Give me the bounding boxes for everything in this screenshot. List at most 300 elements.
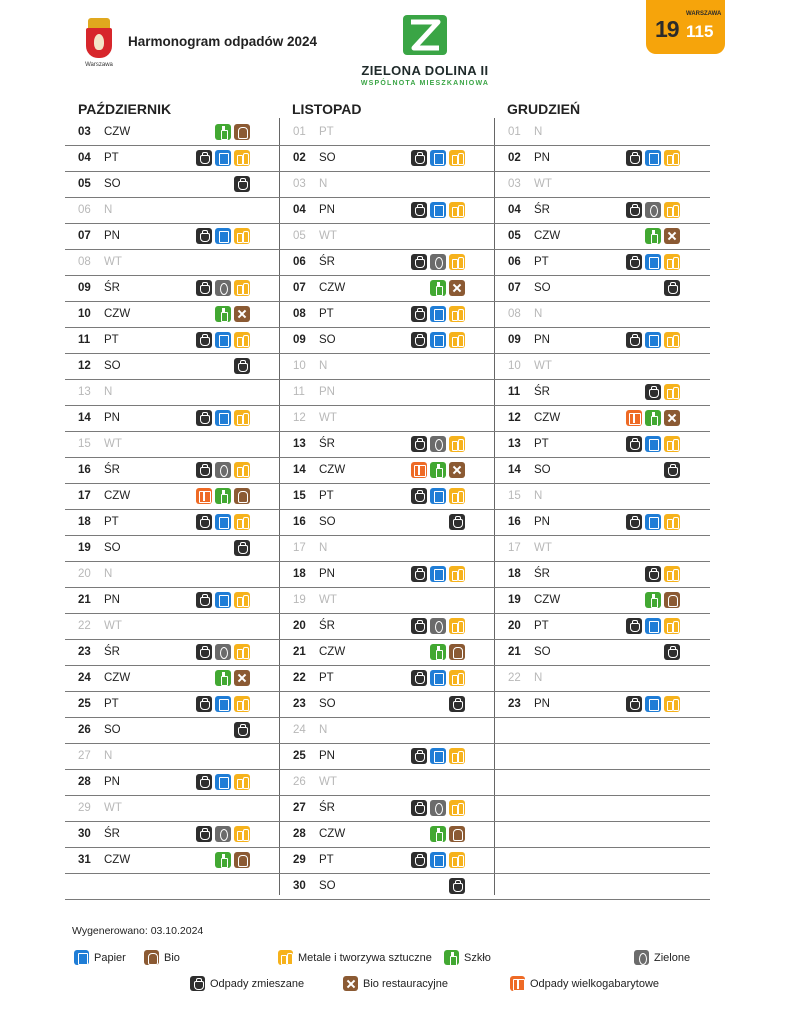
mixed-waste-icon — [626, 254, 642, 270]
weekday: ŚR — [104, 282, 120, 294]
table-row — [280, 172, 495, 198]
mixed-waste-icon — [196, 332, 212, 348]
table-row — [280, 458, 495, 484]
day-number: 07 — [508, 282, 521, 294]
mixed-waste-icon — [234, 722, 250, 738]
weekday: ŚR — [104, 464, 120, 476]
weekday: WT — [104, 256, 122, 268]
legend-label: Odpady wielkogabarytowe — [530, 977, 660, 990]
metal-plastic-icon — [449, 800, 465, 816]
glass-icon — [430, 280, 446, 296]
mixed-waste-icon — [234, 176, 250, 192]
weekday: CZW — [104, 308, 131, 320]
weekday: ŚR — [319, 620, 335, 632]
weekday: PN — [534, 516, 550, 528]
green-waste-icon — [215, 462, 231, 478]
metal-plastic-icon — [234, 280, 250, 296]
table-row — [495, 536, 710, 562]
paper-icon — [645, 514, 661, 530]
metal-plastic-icon — [278, 950, 293, 965]
weekday: SO — [319, 698, 336, 710]
green-waste-icon — [430, 618, 446, 634]
legend-item — [74, 950, 126, 965]
day-number: 15 — [508, 490, 521, 502]
metal-plastic-icon — [664, 436, 680, 452]
waste-icons — [196, 462, 250, 479]
day-number: 06 — [293, 256, 306, 268]
mixed-waste-icon — [449, 514, 465, 530]
waste-icons — [411, 254, 465, 271]
bio-restaurant-icon — [449, 280, 465, 296]
generated-date — [72, 925, 203, 937]
mixed-waste-icon — [411, 150, 427, 166]
waste-icons — [411, 488, 465, 505]
weekday: CZW — [534, 594, 561, 606]
mixed-waste-icon — [190, 976, 205, 991]
generated-label: Wygenerowano: 03.10.2024 — [72, 925, 204, 937]
paper-icon — [645, 618, 661, 634]
day-number: 20 — [508, 620, 521, 632]
waste-icons — [215, 670, 250, 687]
day-number: 05 — [78, 178, 91, 190]
weekday: PN — [319, 386, 335, 398]
table-row — [280, 848, 495, 874]
glass-icon — [215, 306, 231, 322]
table-row — [280, 276, 495, 302]
table-row — [280, 120, 495, 146]
day-number: 12 — [508, 412, 521, 424]
day-number: 14 — [78, 412, 91, 424]
table-row — [495, 380, 710, 406]
day-number: 27 — [78, 750, 91, 762]
table-row — [65, 432, 280, 458]
mixed-waste-icon — [626, 618, 642, 634]
table-row — [495, 692, 710, 718]
mixed-waste-icon — [196, 280, 212, 296]
green-waste-icon — [634, 950, 649, 965]
mixed-waste-icon — [196, 228, 212, 244]
mixed-waste-icon — [411, 436, 427, 452]
day-number: 23 — [78, 646, 91, 658]
metal-plastic-icon — [234, 228, 250, 244]
green-waste-icon — [430, 254, 446, 270]
waste-icons — [664, 462, 680, 479]
paper-icon — [430, 748, 446, 764]
day-number: 21 — [293, 646, 306, 658]
weekday: N — [534, 126, 543, 138]
bio-restaurant-icon — [234, 306, 250, 322]
weekday: WT — [534, 178, 552, 190]
table-row — [280, 302, 495, 328]
mixed-waste-icon — [664, 280, 680, 296]
bio-icon — [449, 644, 465, 660]
table-row — [280, 666, 495, 692]
day-number: 31 — [78, 854, 91, 866]
waste-icons — [411, 202, 465, 219]
month-heading-november: LISTOPAD — [292, 101, 362, 117]
weekday: SO — [534, 646, 551, 658]
table-row — [280, 432, 495, 458]
waste-icons — [626, 410, 680, 427]
mixed-waste-icon — [196, 774, 212, 790]
legend-item — [634, 950, 690, 965]
weekday: ŚR — [319, 438, 335, 450]
day-number: 05 — [508, 230, 521, 242]
table-row — [65, 666, 280, 692]
weekday: CZW — [319, 464, 346, 476]
day-number: 01 — [293, 126, 306, 138]
day-number: 08 — [508, 308, 521, 320]
day-number: 24 — [78, 672, 91, 684]
bio-icon — [664, 592, 680, 608]
waste-icons — [411, 670, 465, 687]
bulky-waste-icon — [196, 488, 212, 504]
weekday: CZW — [319, 282, 346, 294]
weekday: PN — [104, 594, 120, 606]
waste-icons — [196, 826, 250, 843]
mixed-waste-icon — [196, 644, 212, 660]
mixed-waste-icon — [645, 566, 661, 582]
table-row — [495, 640, 710, 666]
table-row — [495, 666, 710, 692]
table-row — [495, 224, 710, 250]
table-row — [280, 380, 495, 406]
table-row — [65, 562, 280, 588]
weekday: WT — [319, 412, 337, 424]
table-row — [65, 198, 280, 224]
bio-restaurant-icon — [449, 462, 465, 478]
weekday: PT — [104, 334, 119, 346]
weekday: N — [319, 178, 328, 190]
weekday: N — [534, 308, 543, 320]
table-row — [65, 822, 280, 848]
day-number: 08 — [293, 308, 306, 320]
weekday: PT — [534, 438, 549, 450]
table-row — [280, 692, 495, 718]
table-row — [65, 510, 280, 536]
table-row — [495, 510, 710, 536]
table-row — [65, 614, 280, 640]
weekday: PT — [104, 516, 119, 528]
weekday: N — [319, 360, 328, 372]
mixed-waste-icon — [196, 696, 212, 712]
metal-plastic-icon — [234, 774, 250, 790]
table-row — [280, 484, 495, 510]
waste-icons — [430, 826, 465, 843]
day-number: 11 — [293, 386, 305, 398]
day-number: 05 — [293, 230, 306, 242]
mixed-waste-icon — [645, 384, 661, 400]
table-row — [280, 588, 495, 614]
table-row — [495, 120, 710, 146]
metal-plastic-icon — [664, 202, 680, 218]
day-number: 29 — [78, 802, 91, 814]
mixed-waste-icon — [411, 618, 427, 634]
day-number: 14 — [508, 464, 521, 476]
mixed-waste-icon — [411, 670, 427, 686]
weekday: PN — [534, 334, 550, 346]
day-number: 27 — [293, 802, 306, 814]
metal-plastic-icon — [664, 696, 680, 712]
day-number: 02 — [508, 152, 521, 164]
weekday: PT — [319, 854, 334, 866]
table-row — [495, 796, 710, 822]
table-row — [280, 822, 495, 848]
mixed-waste-icon — [411, 306, 427, 322]
waste-icons — [449, 878, 465, 895]
table-row — [65, 744, 280, 770]
paper-icon — [430, 488, 446, 504]
day-number: 14 — [293, 464, 306, 476]
table-row — [65, 536, 280, 562]
glass-icon — [430, 462, 446, 478]
day-number: 30 — [293, 880, 306, 892]
bio-icon — [234, 124, 250, 140]
table-row — [495, 406, 710, 432]
logo-subtitle: WSPÓLNOTA MIESZKANIOWA — [360, 80, 490, 87]
weekday: PN — [104, 412, 120, 424]
day-number: 24 — [293, 724, 306, 736]
metal-plastic-icon — [664, 514, 680, 530]
mixed-waste-icon — [411, 488, 427, 504]
waste-icons — [196, 696, 250, 713]
paper-icon — [215, 410, 231, 426]
day-number: 23 — [508, 698, 521, 710]
table-row — [65, 484, 280, 510]
weekday: WT — [534, 542, 552, 554]
day-number: 08 — [78, 256, 91, 268]
bio-restaurant-icon — [664, 228, 680, 244]
green-waste-icon — [215, 826, 231, 842]
mixed-waste-icon — [626, 436, 642, 452]
waste-icons — [411, 306, 465, 323]
weekday: ŚR — [534, 386, 550, 398]
metal-plastic-icon — [449, 852, 465, 868]
weekday: PN — [534, 152, 550, 164]
day-number: 11 — [508, 386, 521, 398]
weekday: WT — [104, 620, 122, 632]
waste-icons — [411, 800, 465, 817]
glass-icon — [215, 852, 231, 868]
metal-plastic-icon — [449, 748, 465, 764]
waste-icons — [411, 436, 465, 453]
weekday: N — [534, 672, 543, 684]
table-row — [495, 744, 710, 770]
waste-icons — [449, 696, 465, 713]
table-row — [65, 276, 280, 302]
weekday: N — [319, 542, 328, 554]
paper-icon — [430, 852, 446, 868]
day-number: 06 — [508, 256, 521, 268]
glass-icon — [430, 644, 446, 660]
waste-icons — [196, 774, 250, 791]
weekday: N — [104, 750, 113, 762]
weekday: PT — [319, 672, 334, 684]
paper-icon — [215, 592, 231, 608]
day-number: 09 — [508, 334, 521, 346]
table-row — [280, 146, 495, 172]
mixed-waste-icon — [196, 592, 212, 608]
waste-icons — [645, 592, 680, 609]
metal-plastic-icon — [234, 592, 250, 608]
table-row — [280, 614, 495, 640]
mixed-waste-icon — [196, 410, 212, 426]
glass-icon — [645, 228, 661, 244]
mixed-waste-icon — [626, 332, 642, 348]
mixed-waste-icon — [449, 696, 465, 712]
metal-plastic-icon — [234, 514, 250, 530]
table-row — [495, 250, 710, 276]
day-number: 07 — [78, 230, 91, 242]
weekday: WT — [319, 594, 337, 606]
weekday: SO — [534, 282, 551, 294]
metal-plastic-icon — [449, 306, 465, 322]
table-row — [495, 848, 710, 874]
day-number: 25 — [293, 750, 306, 762]
weekday: WT — [534, 360, 552, 372]
bio-restaurant-icon — [343, 976, 358, 991]
table-row — [65, 692, 280, 718]
paper-icon — [215, 228, 231, 244]
day-number: 04 — [78, 152, 91, 164]
weekday: N — [104, 386, 113, 398]
day-number: 10 — [78, 308, 91, 320]
legend-item — [343, 976, 448, 991]
paper-icon — [645, 436, 661, 452]
day-number: 04 — [508, 204, 521, 216]
mixed-waste-icon — [411, 852, 427, 868]
day-number: 19 — [508, 594, 521, 606]
day-number: 04 — [293, 204, 306, 216]
weekday: PN — [319, 204, 335, 216]
table-row — [65, 874, 280, 900]
metal-plastic-icon — [449, 332, 465, 348]
weekday: CZW — [319, 646, 346, 658]
table-row — [280, 718, 495, 744]
day-number: 18 — [293, 568, 306, 580]
waste-icons — [645, 228, 680, 245]
crest-label: Warszawa — [85, 62, 113, 68]
waste-icons — [664, 280, 680, 297]
metal-plastic-icon — [664, 618, 680, 634]
glass-icon — [444, 950, 459, 965]
waste-icons — [234, 540, 250, 557]
metal-plastic-icon — [234, 462, 250, 478]
green-waste-icon — [215, 644, 231, 660]
mixed-waste-icon — [234, 540, 250, 556]
waste-icons — [626, 202, 680, 219]
waste-icons — [196, 488, 250, 505]
metal-plastic-icon — [234, 644, 250, 660]
waste-icons — [234, 358, 250, 375]
table-row — [280, 354, 495, 380]
mixed-waste-icon — [626, 150, 642, 166]
waste-icons — [411, 748, 465, 765]
metal-plastic-icon — [234, 332, 250, 348]
day-number: 25 — [78, 698, 91, 710]
green-waste-icon — [430, 436, 446, 452]
waste-icons — [215, 306, 250, 323]
paper-icon — [215, 150, 231, 166]
metal-plastic-icon — [234, 696, 250, 712]
day-number: 18 — [78, 516, 91, 528]
weekday: N — [104, 204, 113, 216]
waste-icons — [411, 618, 465, 635]
waste-icons — [430, 644, 465, 661]
weekday: PN — [319, 568, 335, 580]
paper-icon — [645, 332, 661, 348]
green-waste-icon — [645, 202, 661, 218]
weekday: CZW — [104, 854, 131, 866]
glass-icon — [645, 592, 661, 608]
paper-icon — [430, 670, 446, 686]
bulky-waste-icon — [626, 410, 642, 426]
table-row — [280, 328, 495, 354]
waste-icons — [196, 150, 250, 167]
waste-icons — [234, 176, 250, 193]
badge-115: 115 — [686, 22, 714, 41]
legend-label: Zielone — [654, 951, 691, 964]
day-number: 28 — [293, 828, 306, 840]
waste-icons — [196, 228, 250, 245]
paper-icon — [645, 150, 661, 166]
table-row — [495, 822, 710, 848]
table-row — [65, 380, 280, 406]
table-row — [495, 614, 710, 640]
day-number: 03 — [78, 126, 91, 138]
table-row — [280, 536, 495, 562]
glass-icon — [430, 826, 446, 842]
weekday: SO — [319, 334, 336, 346]
waste-icons — [196, 514, 250, 531]
table-row — [495, 302, 710, 328]
column-october — [65, 120, 280, 900]
waste-icons — [626, 150, 680, 167]
green-waste-icon — [430, 800, 446, 816]
waste-icons — [196, 410, 250, 427]
bulky-waste-icon — [510, 976, 525, 991]
metal-plastic-icon — [234, 150, 250, 166]
column-november — [280, 120, 495, 900]
weekday: CZW — [319, 828, 346, 840]
day-number: 30 — [78, 828, 91, 840]
weekday: ŚR — [104, 828, 120, 840]
table-row — [65, 224, 280, 250]
bio-icon — [234, 852, 250, 868]
weekday: PN — [319, 750, 335, 762]
page-title: Harmonogram odpadów 2024 — [128, 34, 318, 49]
glass-icon — [215, 670, 231, 686]
day-number: 26 — [78, 724, 91, 736]
day-number: 20 — [78, 568, 91, 580]
day-number: 07 — [293, 282, 306, 294]
legend-label: Bio — [164, 951, 180, 964]
weekday: N — [319, 724, 328, 736]
waste-icons — [234, 722, 250, 739]
day-number: 16 — [508, 516, 521, 528]
glass-icon — [215, 124, 231, 140]
weekday: PN — [104, 230, 120, 242]
waste-icons — [411, 462, 465, 479]
mixed-waste-icon — [196, 514, 212, 530]
mixed-waste-icon — [449, 878, 465, 894]
weekday: SO — [104, 178, 121, 190]
weekday: ŚR — [534, 568, 550, 580]
table-row — [65, 354, 280, 380]
waste-icons — [196, 592, 250, 609]
day-number: 28 — [78, 776, 91, 788]
table-row — [65, 718, 280, 744]
